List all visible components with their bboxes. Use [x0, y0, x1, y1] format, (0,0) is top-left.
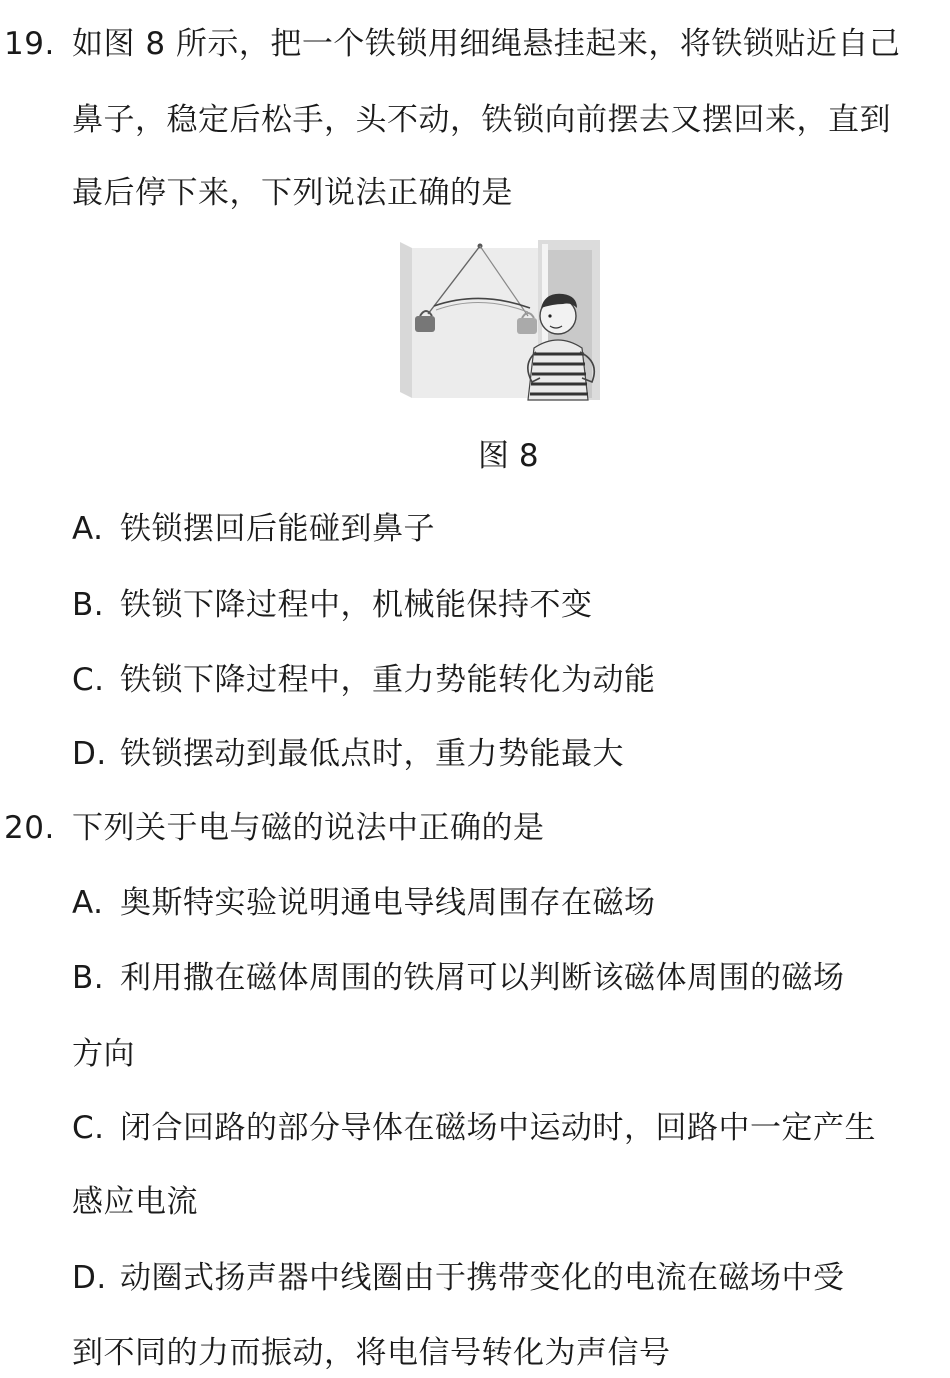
option-text: 利用撒在磁体周围的铁屑可以判断该磁体周围的磁场	[120, 960, 845, 996]
option-letter: A.	[72, 511, 104, 547]
option-letter: D.	[72, 1260, 107, 1296]
option-20-b	[72, 958, 845, 998]
question-number: 19.	[4, 26, 55, 62]
option-text: 闭合回路的部分导体在磁场中运动时，回路中一定产生	[120, 1110, 876, 1146]
question-19-stem-line-1	[4, 24, 900, 64]
option-text: 奥斯特实验说明通电导线周围存在磁场	[120, 885, 656, 921]
option-20-b-continuation: 方向	[72, 1036, 135, 1072]
question-20-stem	[4, 808, 545, 848]
pendulum-illustration	[390, 236, 622, 404]
option-19-b	[72, 585, 593, 625]
option-text: 铁锁下降过程中，重力势能转化为动能	[120, 662, 656, 698]
option-letter: B.	[72, 960, 105, 996]
option-text: 铁锁摆回后能碰到鼻子	[120, 511, 435, 547]
option-letter: C.	[72, 662, 105, 698]
option-text: 动圈式扬声器中线圈由于携带变化的电流在磁场中受	[120, 1260, 845, 1296]
option-20-c-continuation: 感应电流	[72, 1184, 198, 1220]
option-20-d-continuation: 到不同的力而振动，将电信号转化为声信号	[72, 1335, 671, 1371]
question-19-stem-line-2: 鼻子，稳定后松手，头不动，铁锁向前摆去又摆回来，直到	[72, 102, 891, 138]
question-19-stem-line-3: 最后停下来，下列说法正确的是	[72, 175, 513, 211]
option-20-c	[72, 1108, 876, 1148]
option-19-d	[72, 734, 624, 774]
question-number: 20.	[4, 810, 55, 846]
option-text: 铁锁摆动到最低点时，重力势能最大	[120, 736, 624, 772]
option-20-a	[72, 883, 656, 923]
option-letter: D.	[72, 736, 107, 772]
pendulum-lock-figure	[390, 236, 622, 404]
option-19-a	[72, 509, 435, 549]
option-19-c	[72, 660, 656, 700]
option-letter: C.	[72, 1110, 105, 1146]
option-letter: B.	[72, 587, 105, 623]
option-letter: A.	[72, 885, 104, 921]
figure-caption: 图 8	[478, 438, 539, 474]
option-20-d	[72, 1258, 845, 1298]
question-stem-text: 如图 8 所示，把一个铁锁用细绳悬挂起来，将铁锁贴近自己	[72, 26, 901, 62]
question-stem-text: 下列关于电与磁的说法中正确的是	[72, 810, 545, 846]
option-text: 铁锁下降过程中，机械能保持不变	[120, 587, 593, 623]
